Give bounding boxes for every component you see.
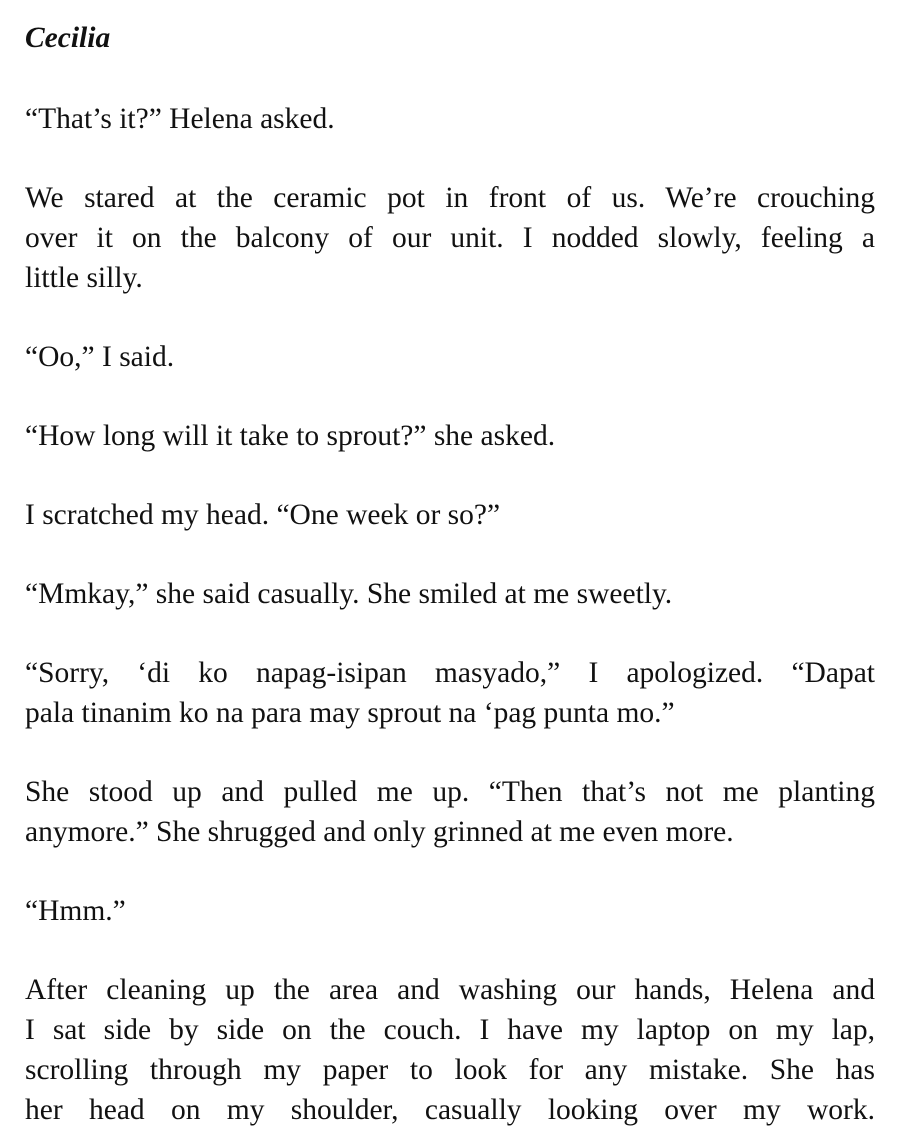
text-line: I scratched my head. “One week or so?” — [25, 499, 501, 531]
document-page — [25, 18, 875, 1130]
text-line: pala tinanim ko na para may sprout na ‘pag punta mo.” — [25, 697, 675, 729]
paragraph-5 — [25, 495, 875, 535]
paragraph-2 — [25, 178, 875, 298]
paragraph-4 — [25, 416, 875, 456]
text-line: “That’s it?” Helena asked. — [25, 103, 335, 135]
paragraph-10 — [25, 970, 875, 1130]
chapter-title: Cecilia — [25, 22, 111, 54]
text-line: little silly. — [25, 262, 143, 294]
text-line: “Hmm.” — [25, 895, 126, 927]
text-line: her head on my shoulder, casually looking over my work. — [25, 1094, 875, 1126]
paragraph-6 — [25, 574, 875, 614]
paragraph-9 — [25, 891, 875, 931]
text-line: scrolling through my paper to look for any mistake. She has — [25, 1054, 875, 1086]
paragraph-1 — [25, 99, 875, 139]
paragraph-3 — [25, 337, 875, 377]
text-line: We stared at the ceramic pot in front of us. We’re crouching — [25, 182, 875, 214]
text-line: anymore.” She shrugged and only grinned at me even more. — [25, 816, 734, 848]
text-line: She stood up and pulled me up. “Then that’s not me planting — [25, 776, 875, 808]
text-line: “Mmkay,” she said casually. She smiled at me sweetly. — [25, 578, 673, 610]
text-line: “Sorry, ‘di ko napag-isipan masyado,” I apologized. “Dapat — [25, 657, 875, 689]
text-line: After cleaning up the area and washing our hands, Helena and — [25, 974, 875, 1006]
text-line: “Oo,” I said. — [25, 341, 175, 373]
paragraph-7 — [25, 653, 875, 733]
text-line: I sat side by side on the couch. I have my laptop on my lap, — [25, 1014, 875, 1046]
paragraph-8 — [25, 772, 875, 852]
text-line: over it on the balcony of our unit. I nodded slowly, feeling a — [25, 222, 875, 254]
text-line: “How long will it take to sprout?” she asked. — [25, 420, 556, 452]
